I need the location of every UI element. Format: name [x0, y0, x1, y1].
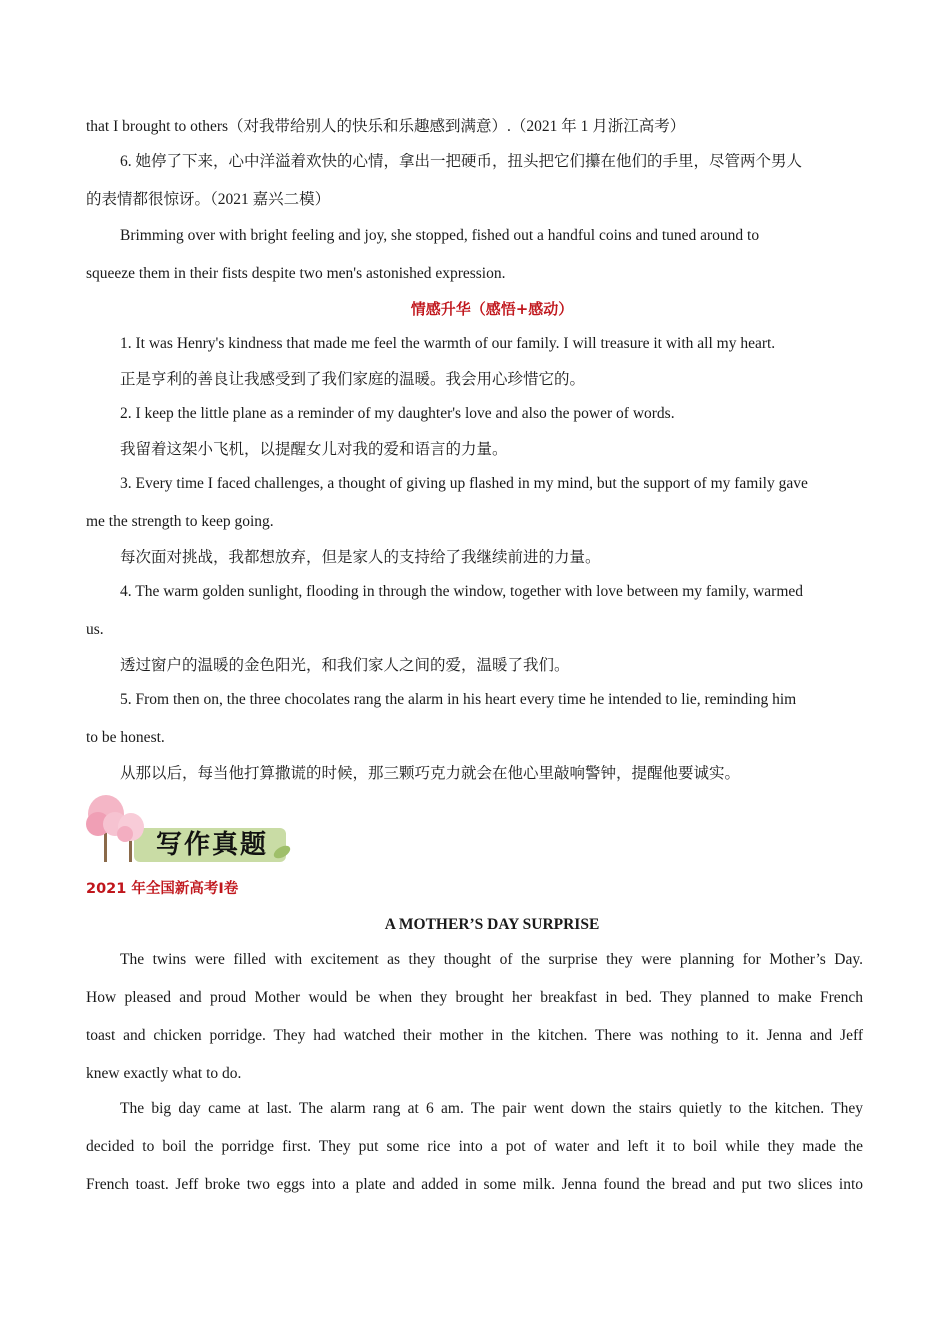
text-line: Brimming over with bright feeling and joy, she stopped, fished out a handful coins and tuned around to: [120, 227, 760, 244]
text-line: 1. It was Henry's kindness that made me feel the warmth of our family. I will treasure it with all my heart.: [120, 335, 776, 352]
text-line: 从那以后，每当他打算撒谎的时候，那三颗巧克力就会在他心里敲响警钟，提醒他要诚实。: [120, 765, 741, 782]
text-line: toast and chicken porridge. They had watched their mother in the kitchen. There was nothing to it. Jenna and Jeff: [86, 1027, 863, 1044]
banner-title: 写作真题: [156, 830, 269, 860]
text-line: that I brought to others（对我带给别人的快乐和乐趣感到满意）.（2021 年 1 月浙江高考）: [86, 118, 686, 135]
text-line: decided to boil the porridge first. They put some rice into a pot of water and left it to boil while they made the: [86, 1138, 863, 1155]
text-line: 我留着这架小飞机，以提醒女儿对我的爱和语言的力量。: [120, 441, 508, 458]
text-line: 6. 她停了下来，心中洋溢着欢快的心情，拿出一把硬币，扭头把它们攥在他们的手里，尽管两个男人: [120, 153, 803, 170]
text-line: 的表情都很惊讶。（2021 嘉兴二模）: [86, 191, 331, 208]
text-line: 3. Every time I faced challenges, a thought of giving up flashed in my mind, but the support of my family gave: [120, 475, 808, 492]
text-line: French toast. Jeff broke two eggs into a plate and added in some milk. Jenna found the bread and put two slices into: [86, 1176, 863, 1193]
text-line: How pleased and proud Mother would be when they brought her breakfast in bed. They planned to make French: [86, 989, 863, 1006]
section-heading-emotion: 情感升华（感悟+感动）: [410, 300, 574, 318]
section-banner: [84, 794, 294, 866]
text-line: knew exactly what to do.: [86, 1065, 242, 1082]
text-line: me the strength to keep going.: [86, 513, 274, 530]
text-line: 2. I keep the little plane as a reminder of my daughter's love and also the power of words.: [120, 405, 675, 422]
text-line: us.: [86, 621, 104, 638]
text-line: 4. The warm golden sunlight, flooding in through the window, together with love between my family, warmed: [120, 583, 804, 600]
exam-heading: 2021 年全国新高考Ⅰ卷: [86, 881, 239, 897]
text-line: 每次面对挑战，我都想放弃，但是家人的支持给了我继续前进的力量。: [120, 549, 601, 566]
text-line: to be honest.: [86, 729, 165, 746]
text-line: The big day came at last. The alarm rang at 6 am. The pair went down the stairs quietly to the kitchen. They: [120, 1100, 863, 1117]
text-line: The twins were filled with excitement as they thought of the surprise they were planning for Mother’s Day.: [120, 951, 863, 968]
text-line: 透过窗户的温暖的金色阳光，和我们家人之间的爱，温暖了我们。: [120, 657, 570, 674]
text-line: 正是亨利的善良让我感受到了我们家庭的温暖。我会用心珍惜它的。: [120, 371, 586, 388]
story-title: A MOTHER’S DAY SURPRISE: [384, 916, 600, 933]
text-line: squeeze them in their fists despite two men's astonished expression.: [86, 265, 506, 282]
text-line: 5. From then on, the three chocolates rang the alarm in his heart every time he intended to lie, reminding him: [120, 691, 797, 708]
